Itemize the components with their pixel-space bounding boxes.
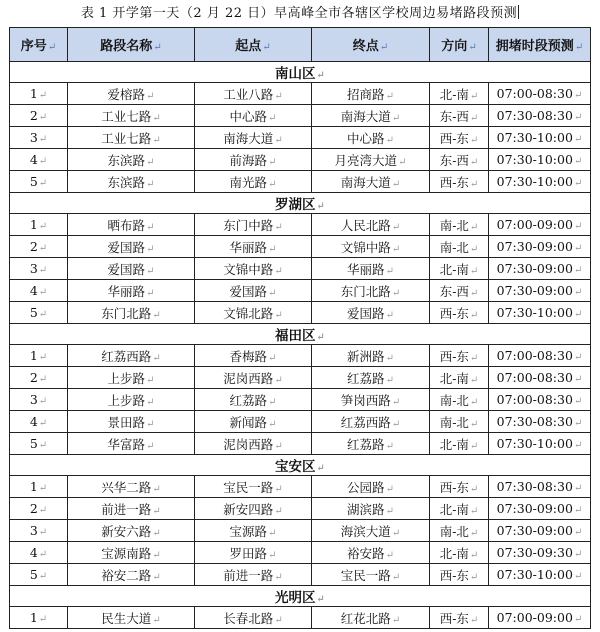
cell-start: 东门中路↵ [195, 214, 312, 236]
cell-time: 07:30-10:00↵ [489, 127, 591, 149]
table-row [10, 280, 591, 302]
cell-direction: 东-西↵ [430, 149, 489, 171]
cell-end: 月亮湾大道↵ [312, 149, 430, 171]
cell-road: 工业七路↵ [68, 105, 195, 127]
cell-start: 爱国路↵ [195, 280, 312, 302]
cell-end: 红荔路↵ [312, 367, 430, 389]
cell-time: 07:00-08:30↵ [489, 367, 591, 389]
table-body [10, 62, 591, 629]
district-name: 光明区↵ [10, 586, 591, 607]
cell-index: 1↵ [10, 214, 68, 236]
cell-time: 07:30-09:00↵ [489, 258, 591, 280]
cell-time: 07:30-10:00↵ [489, 171, 591, 193]
district-name: 南山区↵ [10, 62, 591, 83]
cell-end: 招商路↵ [312, 83, 430, 105]
cell-start: 红荔路↵ [195, 389, 312, 411]
cell-index: 3↵ [10, 389, 68, 411]
cell-direction: 北-南↵ [430, 498, 489, 520]
cell-start: 华丽路↵ [195, 236, 312, 258]
table-row [10, 476, 591, 498]
cell-time: 07:00-08:30↵ [489, 389, 591, 411]
cell-start: 宝源路↵ [195, 520, 312, 542]
cell-index: 2↵ [10, 498, 68, 520]
table-row [10, 564, 591, 586]
cell-road: 东滨路↵ [68, 171, 195, 193]
cell-time: 07:30-09:00↵ [489, 498, 591, 520]
district-name: 罗湖区↵ [10, 193, 591, 214]
cell-road: 宝源南路↵ [68, 542, 195, 564]
cell-start: 中心路↵ [195, 105, 312, 127]
cell-index: 5↵ [10, 302, 68, 324]
cell-end: 裕安路↵ [312, 542, 430, 564]
cell-direction: 北-南↵ [430, 367, 489, 389]
cell-index: 4↵ [10, 542, 68, 564]
cell-start: 泥岗西路↵ [195, 433, 312, 455]
cell-index: 4↵ [10, 280, 68, 302]
cell-time: 07:30-10:00↵ [489, 433, 591, 455]
cell-start: 文锦北路↵ [195, 302, 312, 324]
cell-index: 3↵ [10, 127, 68, 149]
cell-index: 4↵ [10, 411, 68, 433]
cell-index: 2↵ [10, 367, 68, 389]
cell-end: 华丽路↵ [312, 258, 430, 280]
cell-road: 工业七路↵ [68, 127, 195, 149]
cell-end: 中心路↵ [312, 127, 430, 149]
cell-time: 07:30-08:30↵ [489, 411, 591, 433]
cell-end: 人民北路↵ [312, 214, 430, 236]
cell-direction: 西-东↵ [430, 171, 489, 193]
district-name: 宝安区↵ [10, 455, 591, 476]
cell-time: 07:30-10:00↵ [489, 149, 591, 171]
header-index: 序号↵ [10, 28, 68, 62]
cell-index: 5↵ [10, 433, 68, 455]
cell-start: 南海大道↵ [195, 127, 312, 149]
cell-end: 红荔路↵ [312, 433, 430, 455]
cell-direction: 南-北↵ [430, 520, 489, 542]
cell-end: 宝民一路↵ [312, 564, 430, 586]
cell-end: 南海大道↵ [312, 105, 430, 127]
cell-start: 泥岗西路↵ [195, 367, 312, 389]
cell-end: 新洲路↵ [312, 345, 430, 367]
table-row [10, 258, 591, 280]
cell-time: 07:30-09:30↵ [489, 542, 591, 564]
table-row [10, 389, 591, 411]
cell-road: 前进一路↵ [68, 498, 195, 520]
cell-end: 东门北路↵ [312, 280, 430, 302]
caption-text: 表 1 开学第一天（2 月 22 日）早高峰全市各辖区学校周边易堵路段预测 [80, 6, 518, 21]
cell-end: 红荔西路↵ [312, 411, 430, 433]
cell-index: 5↵ [10, 564, 68, 586]
table-row [10, 433, 591, 455]
cell-time: 07:30-10:00↵ [489, 564, 591, 586]
cell-index: 2↵ [10, 236, 68, 258]
cell-end: 公园路↵ [312, 476, 430, 498]
cell-end: 爱国路↵ [312, 302, 430, 324]
cell-time: 07:30-09:00↵ [489, 520, 591, 542]
cell-direction: 南-北↵ [430, 236, 489, 258]
cell-direction: 东-西↵ [430, 280, 489, 302]
cell-direction: 西-东↵ [430, 127, 489, 149]
cell-start: 香梅路↵ [195, 345, 312, 367]
cell-time: 07:00-08:30↵ [489, 83, 591, 105]
cell-index: 2↵ [10, 105, 68, 127]
cell-index: 5↵ [10, 171, 68, 193]
cell-start: 新安四路↵ [195, 498, 312, 520]
cell-road: 上步路↵ [68, 389, 195, 411]
cell-direction: 西-东↵ [430, 564, 489, 586]
cell-start: 南光路↵ [195, 171, 312, 193]
cell-road: 东门北路↵ [68, 302, 195, 324]
cell-start: 工业八路↵ [195, 83, 312, 105]
table-row [10, 83, 591, 105]
cell-road: 景田路↵ [68, 411, 195, 433]
district-row [10, 455, 591, 476]
cell-end: 文锦中路↵ [312, 236, 430, 258]
cell-direction: 西-东↵ [430, 607, 489, 629]
table-row [10, 171, 591, 193]
cell-road: 上步路↵ [68, 367, 195, 389]
district-row [10, 193, 591, 214]
cell-road: 华富路↵ [68, 433, 195, 455]
table-row [10, 498, 591, 520]
cell-start: 前海路↵ [195, 149, 312, 171]
header-time: 拥堵时段预测↵ [489, 28, 591, 62]
cell-start: 长春北路↵ [195, 607, 312, 629]
header-start: 起点↵ [195, 28, 312, 62]
cell-start: 宝民一路↵ [195, 476, 312, 498]
table-row [10, 520, 591, 542]
cell-index: 1↵ [10, 83, 68, 105]
table-row [10, 607, 591, 629]
cell-direction: 东-西↵ [430, 105, 489, 127]
district-row [10, 324, 591, 345]
cell-direction: 西-东↵ [430, 345, 489, 367]
text-cursor [518, 5, 519, 19]
cell-road: 兴华二路↵ [68, 476, 195, 498]
cell-road: 民生大道↵ [68, 607, 195, 629]
cell-time: 07:00-08:30↵ [489, 345, 591, 367]
cell-index: 3↵ [10, 520, 68, 542]
table-row [10, 345, 591, 367]
cell-direction: 南-北↵ [430, 389, 489, 411]
cell-end: 南海大道↵ [312, 171, 430, 193]
table-row [10, 149, 591, 171]
cell-index: 1↵ [10, 607, 68, 629]
cell-index: 3↵ [10, 258, 68, 280]
cell-direction: 南-北↵ [430, 411, 489, 433]
table-row [10, 367, 591, 389]
table-row [10, 411, 591, 433]
cell-direction: 西-东↵ [430, 476, 489, 498]
district-name: 福田区↵ [10, 324, 591, 345]
table-row [10, 542, 591, 564]
header-end: 终点↵ [312, 28, 430, 62]
cell-direction: 北-南↵ [430, 542, 489, 564]
cell-time: 07:30-09:00↵ [489, 236, 591, 258]
table-row [10, 236, 591, 258]
cell-direction: 北-南↵ [430, 433, 489, 455]
cell-time: 07:00-09:00↵ [489, 607, 591, 629]
district-row [10, 62, 591, 83]
table-row [10, 127, 591, 149]
cell-direction: 西-东↵ [430, 302, 489, 324]
cell-road: 爱榕路↵ [68, 83, 195, 105]
cell-road: 裕安二路↵ [68, 564, 195, 586]
table-row [10, 105, 591, 127]
cell-index: 1↵ [10, 345, 68, 367]
cell-time: 07:30-10:00↵ [489, 302, 591, 324]
cell-direction: 北-南↵ [430, 258, 489, 280]
cell-road: 新安六路↵ [68, 520, 195, 542]
cell-index: 1↵ [10, 476, 68, 498]
congestion-table [9, 27, 591, 629]
cell-end: 湖滨路↵ [312, 498, 430, 520]
cell-time: 07:30-08:30↵ [489, 476, 591, 498]
header-road: 路段名称↵ [68, 28, 195, 62]
cell-road: 东滨路↵ [68, 149, 195, 171]
cell-road: 华丽路↵ [68, 280, 195, 302]
cell-start: 罗田路↵ [195, 542, 312, 564]
cell-road: 爱国路↵ [68, 258, 195, 280]
cell-road: 晒布路↵ [68, 214, 195, 236]
header-row [10, 28, 591, 62]
district-row [10, 586, 591, 607]
cell-end: 笋岗西路↵ [312, 389, 430, 411]
cell-index: 4↵ [10, 149, 68, 171]
cell-time: 07:00-09:00↵ [489, 214, 591, 236]
cell-end: 海滨大道↵ [312, 520, 430, 542]
cell-direction: 北-南↵ [430, 83, 489, 105]
header-direction: 方向↵ [430, 28, 489, 62]
cell-start: 文锦中路↵ [195, 258, 312, 280]
table-row [10, 302, 591, 324]
cell-start: 前进一路↵ [195, 564, 312, 586]
cell-end: 红花北路↵ [312, 607, 430, 629]
cell-direction: 南-北↵ [430, 214, 489, 236]
cell-start: 新闻路↵ [195, 411, 312, 433]
table-row [10, 214, 591, 236]
table-caption [0, 4, 600, 24]
cell-road: 红荔西路↵ [68, 345, 195, 367]
cell-time: 07:30-09:00↵ [489, 280, 591, 302]
cell-time: 07:30-08:30↵ [489, 105, 591, 127]
cell-road: 爱国路↵ [68, 236, 195, 258]
